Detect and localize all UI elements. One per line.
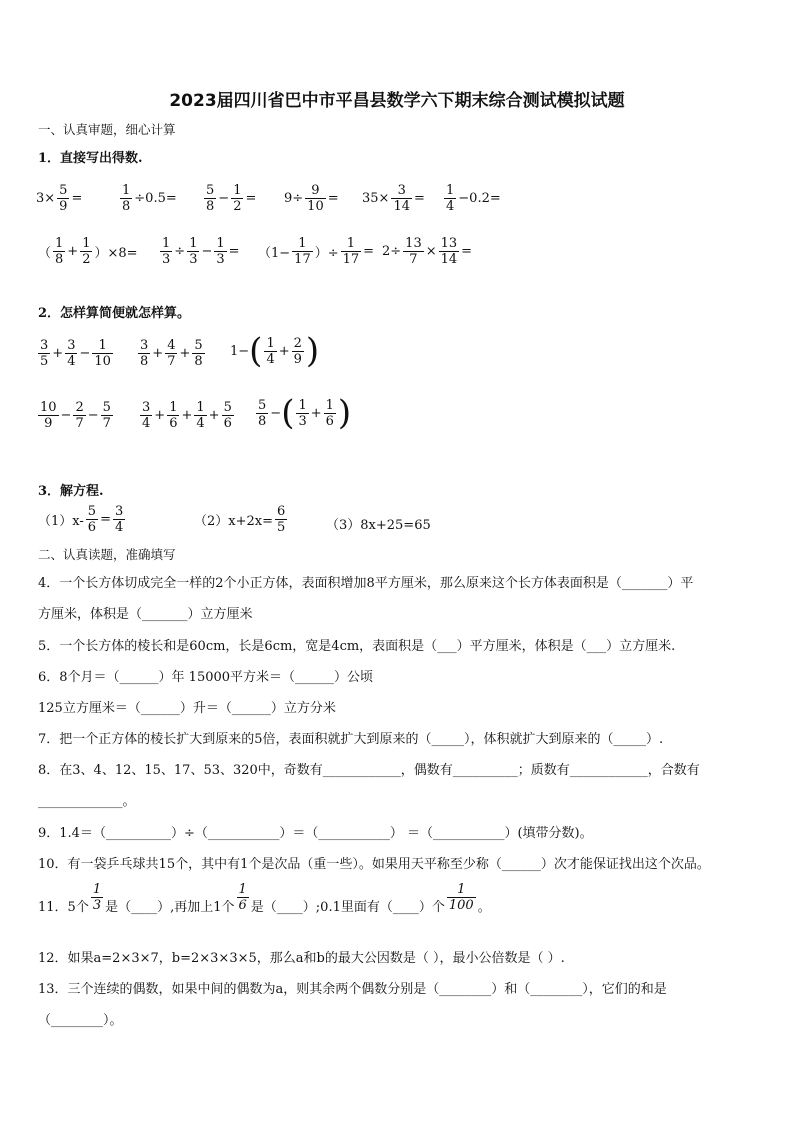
q1-item-c: 5 8 − $\frac{1}{2}$ = xyxy=(206,183,257,214)
q2-expr-6: 5 8 − ( 1 3 + $\frac{1}{6}$ ) xyxy=(258,393,352,433)
q1-item-e: 35× $\frac{3}{14}$ = xyxy=(362,183,425,214)
q1-item-f: 1 4 −0.2= xyxy=(446,183,501,214)
page-title: 2023届四川省巴中市平昌县数学六下期末综合测试模拟试题 xyxy=(169,91,625,111)
q6-line-2: 125立方厘米＝（______）升＝（______）立方分米 xyxy=(38,701,336,716)
q12: 12．如果a=2×3×7，b=2×3×3×5，那么a和b的最大公因数是（ ），最小公倍数是（ ）. xyxy=(38,951,565,966)
q11: 11．5个 1 3 是（____）,再加上1个 1 6 是（____）;0.1里面有（____）个 1 100 。 xyxy=(38,882,491,915)
q9: 9．1.4＝（__________）÷（___________）＝（___________） ＝（___________）(填带分数)。 xyxy=(38,826,593,841)
q2-expr-4: 10 9 − $\frac{2}{7}$ − $\frac{5}{7}$ xyxy=(40,400,111,431)
q3-equation-2: （2）x+2x= $\frac{6}{5}$ xyxy=(194,504,286,535)
q3-equation-1: （1）x- $\frac{5}{6}$ = $\frac{3}{4}$ xyxy=(38,504,124,535)
q1-item-a: 3× $\frac{5}{9}$ = xyxy=(36,183,83,214)
q1-item-j: 2÷ $\frac{13}{7}$ × $\frac{13}{14}$ = xyxy=(382,236,473,267)
q2-expr-1: 3 5 + $\frac{3}{4}$ − $\frac{1}{10}$ xyxy=(40,338,111,369)
q8-line-1: 8．在3、4、12、15、17、53、320中，奇数有____________，偶数有__________；质数有____________，合数有 xyxy=(38,763,700,778)
q6-line-1: 6．8个月＝（______）年 15000平方米＝（______）公顷 xyxy=(38,670,374,685)
q1-item-h: $\frac{1}{3}$ ÷ $\frac{1}{3}$ − $\frac{1}{3}$ = xyxy=(162,236,240,267)
q3-equation-3: （3）8x+25=65 xyxy=(326,518,431,533)
q7: 7．把一个正方体的棱长扩大到原来的5倍，表面积就扩大到原来的（_____），体积就扩大到原来的（_____）. xyxy=(38,732,664,747)
q1-item-g: （ 1 8 + $\frac{1}{2}$ ）×8= xyxy=(38,236,138,267)
q2-label: 2．怎样算简便就怎样算。 xyxy=(38,306,191,321)
fraction: $\frac{5}{9}$ xyxy=(59,183,68,214)
q10: 10．有一袋乒乓球共15个，其中有1个是次品（重一些）。如果用天平称至少称（______）次才能保证找出这个次品。 xyxy=(38,857,710,872)
q3-label: 3．解方程. xyxy=(38,484,104,499)
q13-line-1: 13．三个连续的偶数，如果中间的偶数为a，则其余两个偶数分别是（________）和（________），它们的和是 xyxy=(38,982,667,997)
q2-expr-5: 3 4 + $\frac{1}{6}$ + $\frac{1}{4}$ + $\frac{5}{6}$ xyxy=(142,400,232,431)
q1-item-i: （1− $\frac{1}{17}$ ）÷ $\frac{1}{17}$ = xyxy=(258,236,375,267)
q1-item-b: $\frac{1}{8}$ ÷0.5= xyxy=(122,183,177,214)
q1-label: 1．直接写出得数. xyxy=(38,151,143,166)
q1-item-d: 9÷ $\frac{9}{10}$ = xyxy=(284,183,339,214)
q4-line-2: 方厘米，体积是（_______）立方厘米 xyxy=(38,607,253,622)
q13-line-2: （________）。 xyxy=(38,1013,123,1028)
q5: 5．一个长方体的棱长和是60cm，长是6cm，宽是4cm，表面积是（___）平方厘米，体积是（___）立方厘米. xyxy=(38,639,676,654)
section-1-heading: 一、认真审题，细心计算 xyxy=(38,122,176,137)
q2-expr-2: 3 8 + $\frac{4}{7}$ + $\frac{5}{8}$ xyxy=(140,338,203,369)
q8-line-2: _____________。 xyxy=(38,794,136,809)
section-2-heading: 二、认真读题，准确填写 xyxy=(38,547,176,562)
q2-expr-3: 1− ( 1 4 + $\frac{2}{9}$ ) xyxy=(230,331,320,371)
q4-line-1: 4．一个长方体切成完全一样的2个小正方体，表面积增加8平方厘米，那么原来这个长方体表面积是（_______）平 xyxy=(38,576,694,591)
